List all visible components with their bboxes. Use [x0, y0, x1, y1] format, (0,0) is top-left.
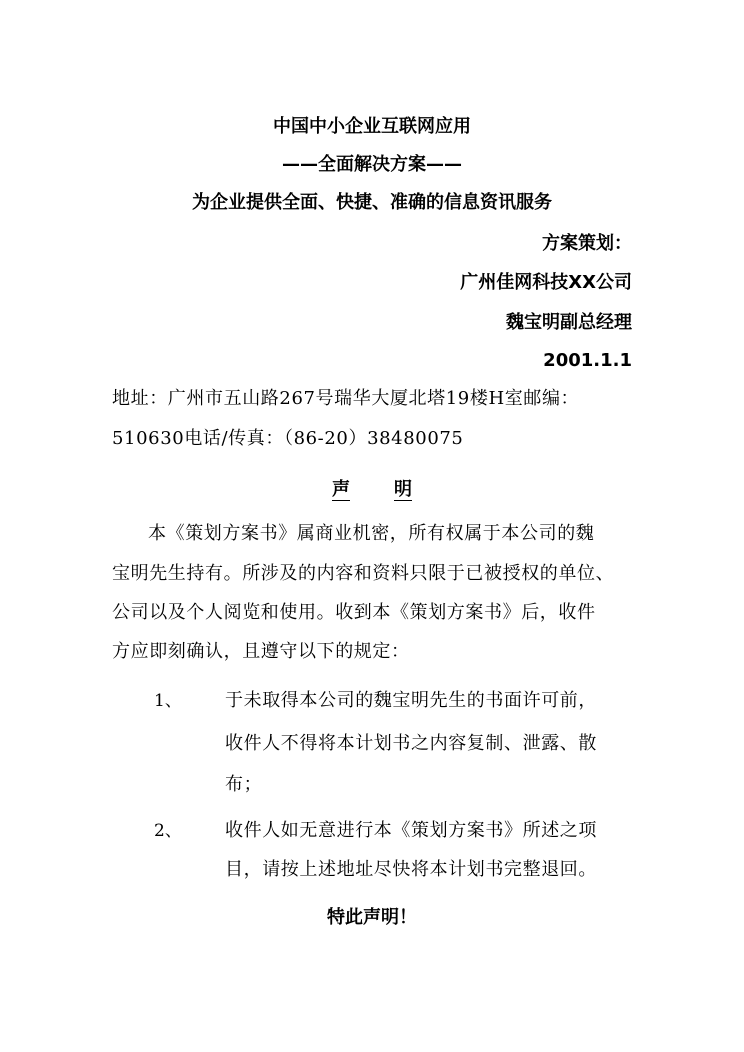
- document-subtitle: ——全面解决方案——: [282, 154, 462, 175]
- declaration-title-part1: 声: [332, 479, 350, 500]
- list-item-line: 收件人如无意进行本《策划方案书》所述之项: [225, 820, 597, 841]
- planning-date: 2001.1.1: [543, 350, 632, 371]
- list-item-line: 布；: [225, 774, 263, 795]
- declaration-paragraph-line: 方应即刻确认，且遵守以下的规定：: [112, 641, 410, 662]
- contact-phone: 510630电话/传真：（86-20）38480075: [112, 428, 464, 449]
- list-item-number: 2、: [154, 821, 182, 841]
- list-item-number: 1、: [154, 691, 182, 711]
- declaration-paragraph-line: 本《策划方案书》属商业机密，所有权属于本公司的魏: [148, 523, 595, 544]
- document-tagline: 为企业提供全面、快捷、准确的信息资讯服务: [192, 192, 552, 213]
- declaration-title-part2: 明: [394, 479, 412, 500]
- document-title: 中国中小企业互联网应用: [273, 116, 471, 137]
- declaration-paragraph-line: 宝明先生持有。所涉及的内容和资料只限于已被授权的单位、: [112, 563, 615, 584]
- planning-label: 方案策划：: [542, 233, 632, 254]
- planning-person: 魏宝明副总经理: [506, 312, 632, 333]
- list-item-line: 收件人不得将本计划书之内容复制、泄露、散: [225, 733, 597, 754]
- declaration-closing: 特此声明！: [327, 907, 417, 928]
- planning-company: 广州佳网科技XX公司: [460, 272, 632, 293]
- list-item-line: 于未取得本公司的魏宝明先生的书面许可前，: [225, 690, 597, 711]
- contact-address: 地址：广州市五山路267号瑞华大厦北塔19楼H室邮编：: [112, 388, 580, 409]
- declaration-title: [0, 479, 744, 501]
- declaration-paragraph-line: 公司以及个人阅览和使用。收到本《策划方案书》后，收件: [112, 602, 596, 623]
- list-item-line: 目，请按上述地址尽快将本计划书完整退回。: [225, 859, 597, 880]
